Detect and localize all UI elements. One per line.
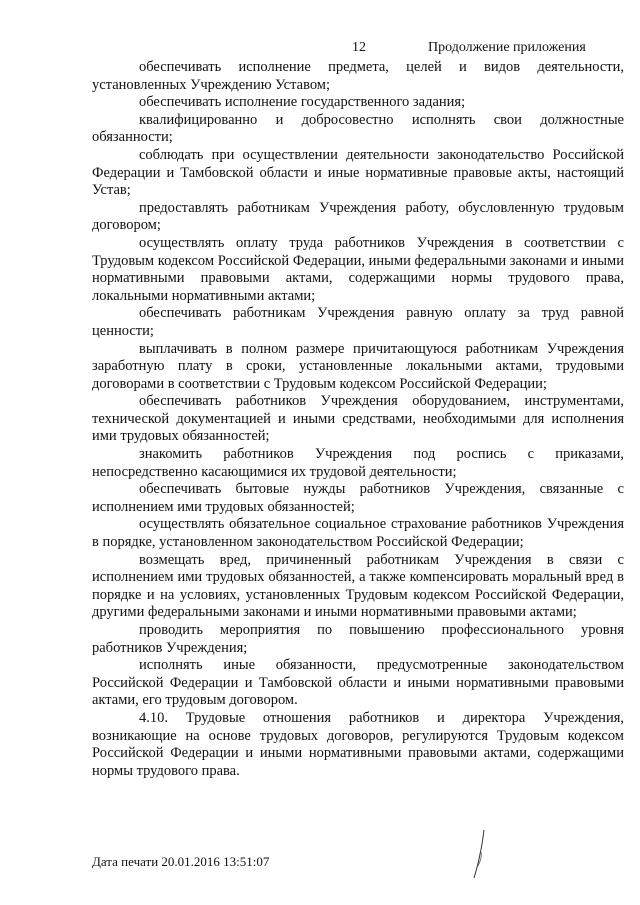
document-body: [92, 59, 624, 780]
paragraph: соблюдать при осуществлении деятельности законодательство Российской Федерации и Тамбовской области и иные нормативные правовые акты, настоящий Устав;: [92, 146, 624, 199]
paragraph: обеспечивать исполнение государственного задания;: [139, 94, 466, 111]
paragraph: предоставлять работникам Учреждения работу, обусловленную трудовым договором;: [92, 199, 624, 234]
paragraph: выплачивать в полном размере причитающуюся работникам Учреждения заработную плату в сроки, установленные локальными актами, трудовыми договорами в соответствии с Трудовым кодексом Российской Федерации;: [92, 340, 624, 392]
page-number: 12: [352, 40, 366, 55]
paragraph: проводить мероприятия по повышению профессионального уровня работников Учреждения;: [92, 622, 624, 656]
paragraph: обеспечивать исполнение предмета, целей и видов деятельности, установленных Учреждению Уставом;: [92, 59, 624, 93]
paragraph: 4.10. Трудовые отношения работников и директора Учреждения, возникающие на основе трудовых договоров, регулируются Трудовым кодексом Российской Федерации и иными нормативными правовыми актами, содержащими нормы трудового права.: [92, 709, 624, 779]
print-date: Дата печати 20.01.2016 13:51:07: [92, 854, 270, 869]
paragraph: обеспечивать работников Учреждения оборудованием, инструментами, технической документацией и иными средствами, необходимыми для исполнения ими трудовых обязанностей;: [92, 393, 624, 445]
paragraph: осуществлять обязательное социальное страхование работников Учреждения в порядке, установленном законодательством Российской Федерации;: [92, 516, 624, 551]
paragraph: исполнять иные обязанности, предусмотренные законодательством Российской Федерации и Тамбовской области и иными нормативными правовыми актами, его трудовым договором.: [92, 657, 624, 709]
paragraph: обеспечивать бытовые нужды работников Учреждения, связанные с исполнением ими трудовых обязанностей;: [92, 481, 624, 515]
paragraph: обеспечивать работникам Учреждения равную оплату за труд равной ценности;: [92, 305, 624, 339]
signature-icon: [470, 828, 492, 882]
paragraph: возмещать вред, причиненный работникам Учреждения в связи с исполнением ими трудовых обязанностей, а также компенсировать моральный вред в порядке и на условиях, установленных Трудовым кодексом Российской Федерации, другими федеральными законами и иными нормативными правовыми актами;: [92, 551, 624, 621]
paragraph: квалифицированно и добросовестно исполнять свои должностные обязанности;: [92, 111, 624, 146]
header-title: Продолжение приложения: [428, 40, 586, 55]
paragraph: знакомить работников Учреждения под роспись с приказами, непосредственно касающимися их трудовой деятельности;: [92, 446, 624, 480]
page-header: [0, 40, 640, 60]
paragraph: осуществлять оплату труда работников Учреждения в соответствии с Трудовым кодексом Российской Федерации, иными федеральными законами и иными нормативными правовыми актами, содержащими нормы трудового права, локальными нормативными актами;: [92, 234, 624, 304]
